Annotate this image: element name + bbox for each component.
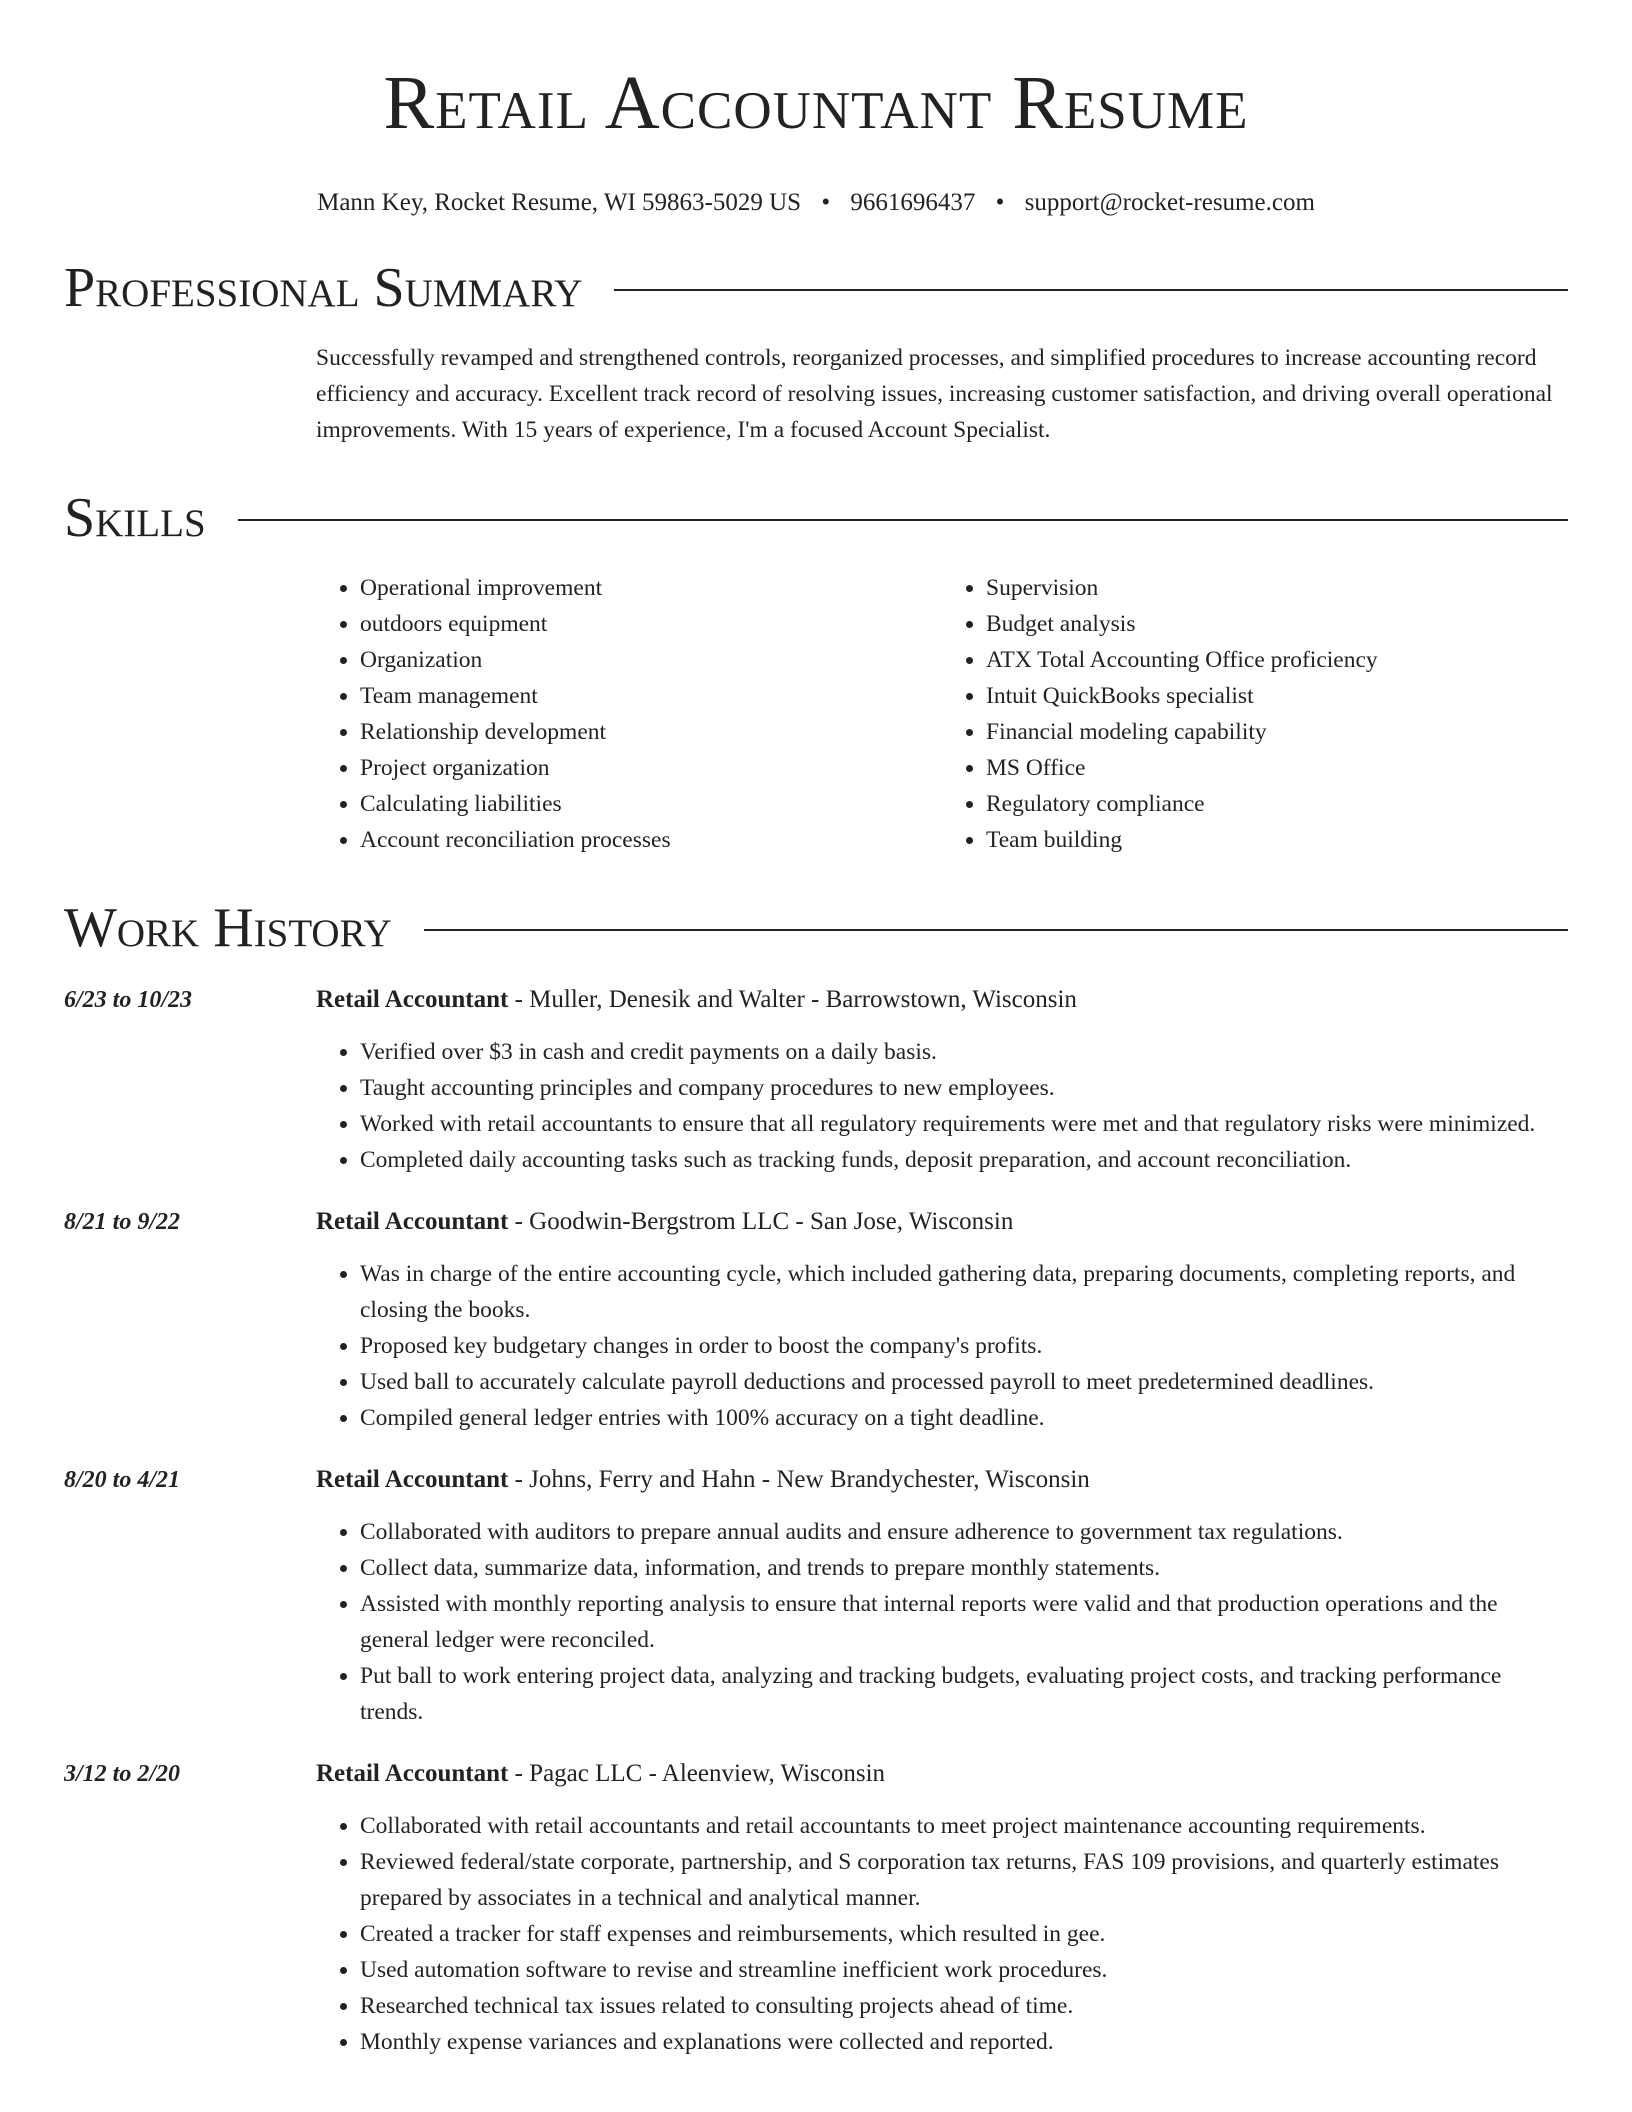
contact-email: support@rocket-resume.com [1024,189,1315,216]
job-bullet: • Put ball to work entering project data, analyzing and tracking budgets, evaluating project costs, and tracking performance trends. [360,1658,1568,1730]
summary-text: Successfully revamped and strengthened controls, reorganized processes, and simplified procedures to increase accounting record efficiency and accuracy. Excellent track record of resolving issues, increasing customer satisfaction, and driving overall operational improvements. With 15 years of experience, I'm a focused Account Specialist. [316,345,1553,443]
section-divider [424,929,1568,931]
skill-item: • Supervision [986,570,1568,606]
job-bullet: • Monthly expense variances and explanations were collected and reported. [360,2024,1568,2060]
job-details: - Goodwin-Bergstrom LLC - San Jose, Wisconsin [508,1208,1014,1235]
job-bullet: • Proposed key budgetary changes in order to boost the company's profits. [360,1328,1568,1364]
contact-phone: 9661696437 [850,189,976,216]
work-section-header [64,898,1568,958]
resume-title: Retail Accountant Resume [383,61,1249,145]
job-bullet: • Worked with retail accountants to ensure that all regulatory requirements were met and that regulatory risks were minimized. [360,1106,1568,1142]
job-heading [316,1756,1568,1792]
job-role: Retail Accountant [316,1466,509,1493]
job-bullet: • Collaborated with retail accountants and retail accountants to meet project maintenance accounting requirements. [360,1808,1568,1844]
skills-heading: Skills [64,487,206,549]
work-heading: Work History [64,897,392,959]
job-entry [64,1756,1568,2060]
job-bullets [316,1514,1568,1730]
contact-address: Mann Key, Rocket Resume, WI 59863-5029 US [317,189,802,216]
job-body [316,1462,1568,1730]
job-bullet: • Researched technical tax issues related to consulting projects ahead of time. [360,1988,1568,2024]
summary-section-header [64,258,1568,318]
skill-item: • Project organization [360,750,942,786]
skills-column-left [316,570,942,858]
skill-item: • Account reconciliation processes [360,822,942,858]
job-bullets [316,1808,1568,2060]
job-details: - Johns, Ferry and Hahn - New Brandychester, Wisconsin [508,1466,1090,1493]
job-bullet: • Taught accounting principles and company procedures to new employees. [360,1070,1568,1106]
section-divider [614,289,1568,291]
skill-item: • MS Office [986,750,1568,786]
skill-item: • Budget analysis [986,606,1568,642]
section-divider [238,519,1568,521]
job-bullet: • Was in charge of the entire accounting cycle, which included gathering data, preparing documents, completing reports, and closing the books. [360,1256,1568,1328]
job-entry [64,1462,1568,1730]
job-details: - Pagac LLC - Aleenview, Wisconsin [508,1760,886,1787]
job-bullets [316,1256,1568,1436]
job-bullet: • Completed daily accounting tasks such as tracking funds, deposit preparation, and account reconciliation. [360,1142,1568,1178]
contact-separator: • [995,189,1005,216]
job-heading [316,982,1568,1018]
job-bullets [316,1034,1568,1178]
skills-list [316,570,1568,858]
job-dates: 3/12 to 2/20 [64,1761,181,1787]
skill-item: • Team building [986,822,1568,858]
job-dates: 8/20 to 4/21 [64,1467,181,1493]
job-bullet: • Compiled general ledger entries with 100% accuracy on a tight deadline. [360,1400,1568,1436]
job-entry [64,1204,1568,1436]
job-heading [316,1462,1568,1498]
skill-item: • Organization [360,642,942,678]
job-bullet: • Collaborated with auditors to prepare annual audits and ensure adherence to government tax regulations. [360,1514,1568,1550]
job-dates: 6/23 to 10/23 [64,987,193,1013]
skill-item: • Intuit QuickBooks specialist [986,678,1568,714]
job-role: Retail Accountant [316,986,509,1013]
job-bullet: • Collect data, summarize data, information, and trends to prepare monthly statements. [360,1550,1568,1586]
skill-item: • outdoors equipment [360,606,942,642]
job-body [316,982,1568,1178]
skill-item: • Relationship development [360,714,942,750]
job-entry [64,982,1568,1178]
job-heading [316,1204,1568,1240]
skill-item: • Regulatory compliance [986,786,1568,822]
job-role: Retail Accountant [316,1208,509,1235]
job-bullet: • Used automation software to revise and streamline inefficient work procedures. [360,1952,1568,1988]
job-bullet: • Used ball to accurately calculate payroll deductions and processed payroll to meet predetermined deadlines. [360,1364,1568,1400]
job-body [316,1204,1568,1436]
job-details: - Muller, Denesik and Walter - Barrowstown, Wisconsin [508,986,1077,1013]
job-bullet: • Reviewed federal/state corporate, partnership, and S corporation tax returns, FAS 109 provisions, and quarterly estimates prepared by associates in a technical and analytical manner. [360,1844,1568,1916]
contact-separator: • [821,189,831,216]
job-bullet: • Assisted with monthly reporting analysis to ensure that internal reports were valid and that production operations and the general ledger were reconciled. [360,1586,1568,1658]
job-dates: 8/21 to 9/22 [64,1209,181,1235]
job-bullet: • Created a tracker for staff expenses and reimbursements, which resulted in gee. [360,1916,1568,1952]
job-body [316,1756,1568,2060]
job-role: Retail Accountant [316,1760,509,1787]
skill-item: • Operational improvement [360,570,942,606]
skills-section-header [64,488,1568,548]
skill-item: • ATX Total Accounting Office proficiency [986,642,1568,678]
skill-item: • Financial modeling capability [986,714,1568,750]
skill-item: • Team management [360,678,942,714]
summary-heading: Professional Summary [64,257,583,319]
contact-line [64,188,1568,218]
skills-column-right [942,570,1568,858]
job-bullet: • Verified over $3 in cash and credit payments on a daily basis. [360,1034,1568,1070]
skill-item: • Calculating liabilities [360,786,942,822]
